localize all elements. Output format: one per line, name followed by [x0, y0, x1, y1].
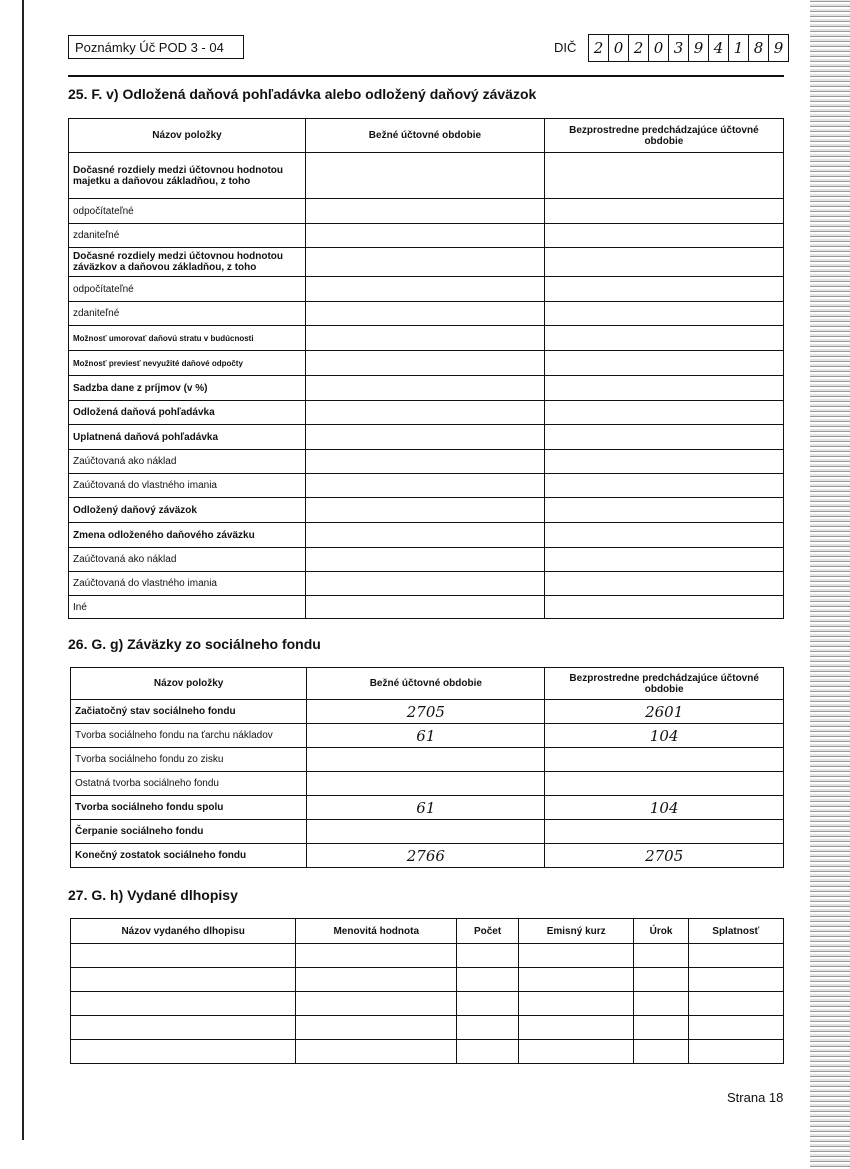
table-row — [69, 523, 784, 548]
previous-period-cell[interactable] — [544, 351, 783, 376]
table-cell[interactable] — [634, 968, 688, 992]
row-label: Zaúčtovaná ako náklad — [69, 548, 306, 572]
dic-field — [588, 34, 789, 62]
scan-edge — [810, 0, 850, 1169]
previous-period-cell[interactable] — [544, 326, 783, 351]
previous-period-value — [545, 748, 784, 772]
current-period-value — [307, 820, 545, 844]
current-period-cell[interactable] — [306, 376, 545, 401]
previous-period-value: 2705 — [545, 844, 784, 868]
column-header: Úrok — [634, 919, 688, 944]
table-header-row — [71, 668, 784, 700]
table-row — [69, 199, 784, 224]
previous-period-value — [545, 820, 784, 844]
current-period-value: 61 — [307, 796, 545, 820]
table-header-row — [69, 119, 784, 153]
table-cell[interactable] — [457, 1040, 519, 1064]
dic-digit: 9 — [689, 35, 709, 61]
row-label: zdaniteľné — [69, 302, 306, 326]
table-row — [71, 968, 784, 992]
previous-period-value — [545, 772, 784, 796]
current-period-value: 61 — [307, 724, 545, 748]
previous-period-cell[interactable] — [544, 248, 783, 277]
row-label: Tvorba sociálneho fondu zo zisku — [71, 748, 307, 772]
table-cell[interactable] — [634, 1016, 688, 1040]
column-header: Emisný kurz — [518, 919, 634, 944]
table-cell[interactable] — [518, 1016, 634, 1040]
current-period-cell[interactable] — [306, 351, 545, 376]
table-row — [71, 700, 784, 724]
current-period-cell[interactable] — [306, 248, 545, 277]
row-label: Zaúčtovaná do vlastného imania — [69, 572, 306, 596]
row-label: Dočasné rozdiely medzi účtovnou hodnotou majetku a daňovou základňou, z toho — [69, 153, 306, 199]
table-cell[interactable] — [296, 944, 457, 968]
previous-period-cell[interactable] — [544, 548, 783, 572]
current-period-cell[interactable] — [306, 401, 545, 425]
dic-digit: 9 — [773, 39, 784, 57]
row-label: Sadzba dane z príjmov (v %) — [69, 376, 306, 401]
table-row — [71, 992, 784, 1016]
table-row — [69, 498, 784, 523]
table-row — [69, 425, 784, 450]
table-cell[interactable] — [71, 1040, 296, 1064]
column-header: Počet — [457, 919, 519, 944]
previous-period-cell[interactable] — [544, 277, 783, 302]
table-cell[interactable] — [71, 968, 296, 992]
column-header: Názov položky — [71, 668, 307, 700]
row-label: Dočasné rozdiely medzi účtovnou hodnotou záväzkov a daňovou základňou, z toho — [69, 248, 306, 277]
table-cell[interactable] — [71, 992, 296, 1016]
table-row — [69, 572, 784, 596]
current-period-cell[interactable] — [306, 277, 545, 302]
scan-border — [22, 0, 24, 1140]
row-label: Čerpanie sociálneho fondu — [71, 820, 307, 844]
divider — [68, 75, 784, 77]
table-row — [69, 474, 784, 498]
table-cell[interactable] — [688, 992, 783, 1016]
current-period-cell[interactable] — [306, 474, 545, 498]
column-header: Názov položky — [69, 119, 306, 153]
table-row — [69, 401, 784, 425]
page-number: Strana 18 — [727, 1090, 784, 1105]
dic-label: DIČ — [554, 40, 577, 55]
previous-period-value: 104 — [545, 724, 784, 748]
column-header: Bežné účtovné obdobie — [307, 668, 545, 700]
table-row — [69, 548, 784, 572]
row-label: Ostatná tvorba sociálneho fondu — [71, 772, 307, 796]
previous-period-value: 104 — [545, 796, 784, 820]
row-label: Uplatnená daňová pohľadávka — [69, 425, 306, 450]
table-cell[interactable] — [71, 1016, 296, 1040]
row-label: Tvorba sociálneho fondu na ťarchu nákladov — [71, 724, 307, 748]
column-header: Bezprostredne predchádzajúce účtovné obdobie — [544, 119, 783, 153]
current-period-cell[interactable] — [306, 326, 545, 351]
table-cell[interactable] — [71, 944, 296, 968]
previous-period-cell[interactable] — [544, 596, 783, 619]
table-row — [71, 772, 784, 796]
current-period-value — [307, 772, 545, 796]
table-row — [71, 844, 784, 868]
table-row — [69, 596, 784, 619]
table-row — [69, 351, 784, 376]
table-row — [69, 224, 784, 248]
section-25-title: 25. F. v) Odložená daňová pohľadávka alebo odložený daňový záväzok — [68, 86, 537, 102]
row-label: Možnosť previesť nevyužité daňové odpočty — [69, 351, 306, 376]
row-label: Začiatočný stav sociálneho fondu — [71, 700, 307, 724]
current-period-cell[interactable] — [306, 596, 545, 619]
dic-digit: 1 — [729, 35, 749, 61]
previous-period-cell[interactable] — [544, 425, 783, 450]
dic-digit: 2 — [589, 35, 609, 61]
section-26-title: 26. G. g) Záväzky zo sociálneho fondu — [68, 636, 321, 652]
table-cell[interactable] — [634, 1040, 688, 1064]
current-period-cell[interactable] — [306, 302, 545, 326]
previous-period-cell[interactable] — [544, 153, 783, 199]
table-cell[interactable] — [634, 992, 688, 1016]
row-label: Zaúčtovaná do vlastného imania — [69, 474, 306, 498]
table-cell[interactable] — [518, 992, 634, 1016]
previous-period-cell[interactable] — [544, 474, 783, 498]
table-row — [71, 820, 784, 844]
table-cell[interactable] — [296, 992, 457, 1016]
social-fund-table — [70, 667, 784, 868]
table-row — [69, 326, 784, 351]
row-label: Možnosť umorovať daňovú stratu v budúcnosti — [69, 326, 306, 351]
current-period-cell[interactable] — [306, 199, 545, 224]
table-row — [69, 248, 784, 277]
table-row — [71, 1040, 784, 1064]
previous-period-cell[interactable] — [544, 401, 783, 425]
current-period-cell[interactable] — [306, 523, 545, 548]
table-cell[interactable] — [518, 968, 634, 992]
table-row — [69, 153, 784, 199]
deferred-tax-table — [68, 118, 784, 619]
previous-period-cell[interactable] — [544, 523, 783, 548]
row-label: Zmena odloženého daňového záväzku — [69, 523, 306, 548]
previous-period-cell[interactable] — [544, 572, 783, 596]
table-cell[interactable] — [457, 992, 519, 1016]
table-cell[interactable] — [296, 1040, 457, 1064]
table-cell[interactable] — [688, 1016, 783, 1040]
current-period-cell[interactable] — [306, 153, 545, 199]
table-cell[interactable] — [518, 1040, 634, 1064]
row-label: odpočítateľné — [69, 277, 306, 302]
dic-digit: 3 — [669, 35, 689, 61]
column-header: Bežné účtovné obdobie — [306, 119, 545, 153]
current-period-value: 2705 — [307, 700, 545, 724]
current-period-cell[interactable] — [306, 425, 545, 450]
table-row — [71, 944, 784, 968]
table-row — [69, 376, 784, 401]
current-period-cell[interactable] — [306, 572, 545, 596]
table-cell[interactable] — [688, 944, 783, 968]
previous-period-cell[interactable] — [544, 302, 783, 326]
row-label: odpočítateľné — [69, 199, 306, 224]
current-period-cell[interactable] — [306, 224, 545, 248]
current-period-cell[interactable] — [306, 450, 545, 474]
row-label: Iné — [69, 596, 306, 619]
section-27-title: 27. G. h) Vydané dlhopisy — [68, 887, 238, 903]
row-label: zdaniteľné — [69, 224, 306, 248]
column-header: Splatnosť — [688, 919, 783, 944]
bonds-table — [70, 918, 784, 1064]
current-period-cell[interactable] — [306, 548, 545, 572]
row-label: Zaúčtovaná ako náklad — [69, 450, 306, 474]
table-cell[interactable] — [518, 944, 634, 968]
previous-period-cell[interactable] — [544, 199, 783, 224]
table-cell[interactable] — [688, 968, 783, 992]
column-header: Bezprostredne predchádzajúce účtovné obdobie — [545, 668, 784, 700]
table-cell[interactable] — [296, 968, 457, 992]
table-cell[interactable] — [634, 944, 688, 968]
dic-digit: 0 — [649, 35, 669, 61]
row-label: Konečný zostatok sociálneho fondu — [71, 844, 307, 868]
dic-digit: 0 — [609, 35, 629, 61]
table-header-row — [71, 919, 784, 944]
table-cell[interactable] — [688, 1040, 783, 1064]
dic-digit: 8 — [749, 35, 769, 61]
form-code: Poznámky Úč POD 3 - 04 — [68, 35, 244, 59]
previous-period-value: 2601 — [545, 700, 784, 724]
table-row — [71, 796, 784, 820]
previous-period-cell[interactable] — [544, 498, 783, 523]
table-row — [71, 1016, 784, 1040]
previous-period-cell[interactable] — [544, 450, 783, 474]
current-period-value — [307, 748, 545, 772]
dic-digit: 4 — [709, 35, 729, 61]
table-row — [69, 277, 784, 302]
table-cell[interactable] — [296, 1016, 457, 1040]
previous-period-cell[interactable] — [544, 376, 783, 401]
table-row — [69, 302, 784, 326]
table-cell[interactable] — [457, 1016, 519, 1040]
table-row — [71, 748, 784, 772]
row-label: Tvorba sociálneho fondu spolu — [71, 796, 307, 820]
current-period-cell[interactable] — [306, 498, 545, 523]
table-cell[interactable] — [457, 944, 519, 968]
column-header: Menovitá hodnota — [296, 919, 457, 944]
row-label: Odložená daňová pohľadávka — [69, 401, 306, 425]
row-label: Odložený daňový záväzok — [69, 498, 306, 523]
table-row — [71, 724, 784, 748]
column-header: Názov vydaného dlhopisu — [71, 919, 296, 944]
table-row — [69, 450, 784, 474]
dic-digit: 2 — [629, 35, 649, 61]
previous-period-cell[interactable] — [544, 224, 783, 248]
current-period-value: 2766 — [307, 844, 545, 868]
table-cell[interactable] — [457, 968, 519, 992]
